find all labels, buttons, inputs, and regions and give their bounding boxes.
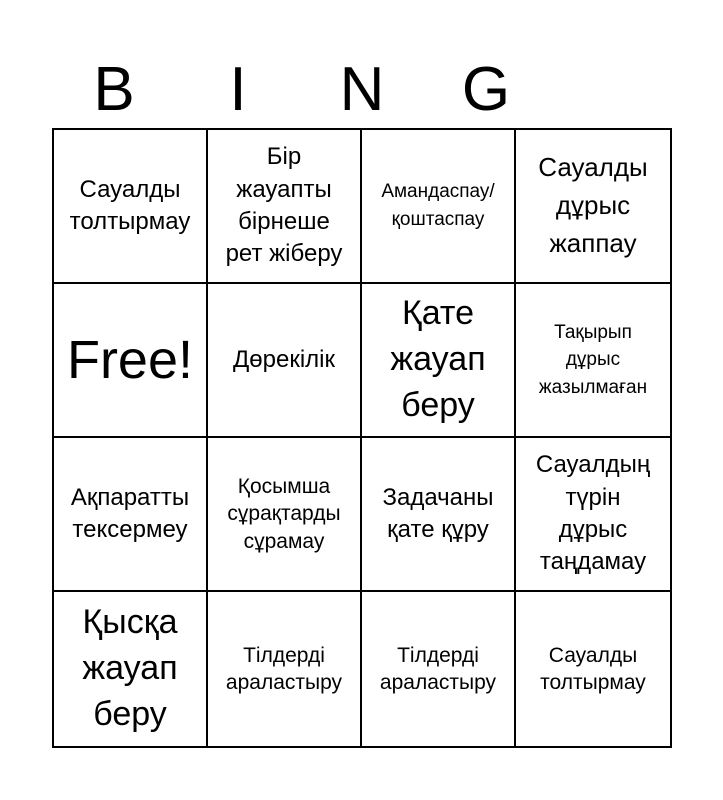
- bingo-cell[interactable]: [54, 438, 208, 592]
- header-letter-i: I: [229, 55, 247, 124]
- bingo-cell[interactable]: [362, 592, 516, 746]
- cell-text: Сауалдың түрін дұрыс таңдамау: [535, 451, 651, 576]
- cell-text: Тілдерді араластыру: [379, 643, 497, 694]
- bingo-header: [52, 52, 672, 128]
- bingo-board: [52, 128, 672, 748]
- bingo-cell[interactable]: [362, 284, 516, 438]
- bingo-cell[interactable]: [208, 130, 362, 284]
- bingo-cell[interactable]: [516, 130, 670, 284]
- cell-text: Қате жауап беру: [390, 294, 486, 424]
- bingo-cell[interactable]: [54, 592, 208, 746]
- header-letter-n: N: [339, 55, 385, 124]
- cell-text: Қосымша сұрақтарды сұрамау: [227, 475, 341, 553]
- bingo-cell[interactable]: [516, 284, 670, 438]
- bingo-cell[interactable]: [516, 438, 670, 592]
- bingo-cell[interactable]: [362, 130, 516, 284]
- cell-text: Тілдерді араластыру: [225, 643, 343, 694]
- cell-text: Қысқа жауап беру: [82, 603, 178, 733]
- header-letter-g: G: [461, 55, 511, 124]
- cell-text: Задачаны қате құру: [382, 483, 494, 543]
- cell-text: Сауалды толтырмау: [540, 643, 646, 694]
- cell-text: Бір жауапты бірнеше рет жіберу: [225, 143, 343, 268]
- cell-text: Тақырып дұрыс жазылмаған: [538, 321, 648, 398]
- bingo-cell[interactable]: [516, 592, 670, 746]
- cell-text: Сауалды дұрыс жаппау: [538, 152, 648, 258]
- header-letter-b: B: [93, 55, 135, 124]
- free-cell[interactable]: [54, 284, 208, 438]
- cell-text: Ақпаратты тексермеу: [70, 483, 190, 543]
- bingo-cell[interactable]: [362, 438, 516, 592]
- cell-text: Дөрекілік: [233, 345, 335, 373]
- bingo-cell[interactable]: [208, 438, 362, 592]
- cell-text: Free!: [66, 330, 194, 390]
- bingo-cell[interactable]: [208, 592, 362, 746]
- bingo-cell[interactable]: [54, 130, 208, 284]
- cell-text: Амандаспау/ қоштаспау: [381, 181, 495, 230]
- cell-text: Сауалды толтырмау: [69, 175, 191, 235]
- bingo-cell[interactable]: [208, 284, 362, 438]
